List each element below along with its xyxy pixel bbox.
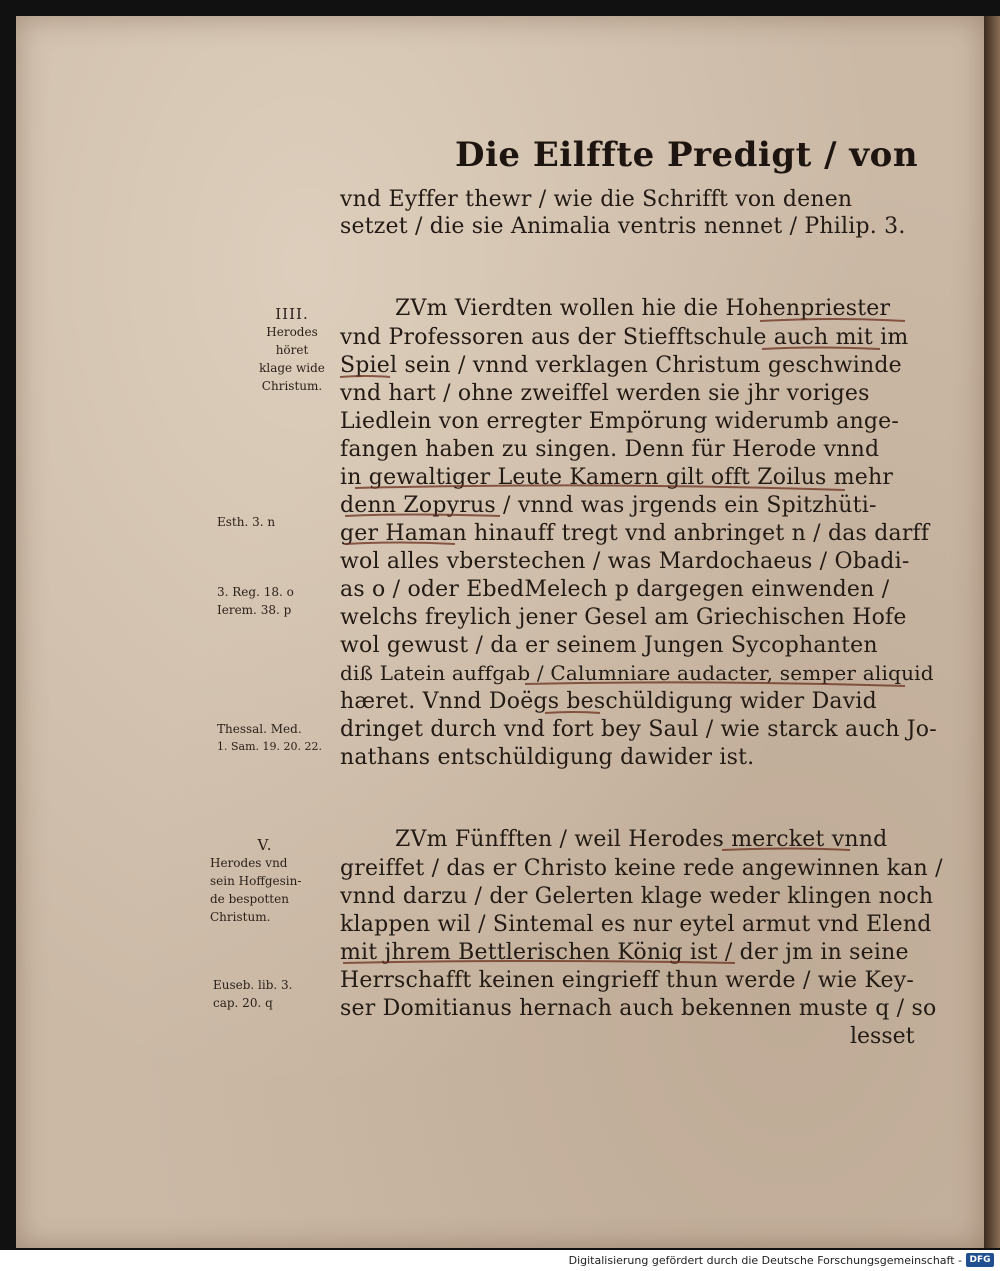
margin-note-line: Thessal. Med. [217,722,302,736]
margin-note-line: Ierem. 38. p [217,603,292,617]
body-line: fangen haben zu singen. Denn für Herode vnnd [340,437,880,462]
body-line: ger Haman hinauff tregt vnd anbringet n / das darff [340,521,930,546]
margin-note-line: Herodes vnd [210,856,288,870]
margin-note-line: Christum. [210,910,271,924]
body-line: vnd hart / ohne zweiffel werden sie jhr voriges [340,381,870,406]
margin-ref-esth: Esth. 3. n [217,515,276,529]
body-line: nathans entschüldigung dawider ist. [340,745,755,770]
margin-note-v [210,836,320,926]
margin-ref-reg [217,583,294,619]
body-line: welchs freylich jener Gesel am Griechischen Hofe [340,605,907,630]
catchword: lesset [850,1024,915,1049]
body-line: ZVm Vierdten wollen hie die Hohenpriester [395,296,891,321]
body-line: ZVm Fünfften / weil Herodes mercket vnnd [395,827,888,852]
margin-note-line: de bespotten [210,892,289,906]
margin-note-line: 3. Reg. 18. o [217,585,294,599]
margin-note-line: cap. 20. q [213,996,273,1010]
body-line: greiffet / das er Christo keine rede angewinnen kan / [340,856,943,881]
body-line: vnnd darzu / der Gelerten klage weder klingen noch [340,884,934,909]
body-line: wol alles vberstechen / was Mardochaeus / Obadi- [340,549,910,574]
body-line: dringet durch vnd fort bey Saul / wie starck auch Jo- [340,717,937,742]
body-line: setzet / die sie Animalia ventris nennet / Philip. 3. [340,214,906,239]
margin-numeral: V. [257,836,273,854]
dfg-logo: DFG [966,1253,994,1267]
body-line: as o / oder EbedMelech p dargegen einwenden / [340,577,890,602]
body-line: vnd Eyffer thewr / wie die Schrifft von denen [340,187,853,212]
body-line: vnd Professoren aus der Stiefftschule auch mit im [340,325,909,350]
margin-note-line: Christum. [261,379,323,393]
footer-credit: Digitalisierung gefördert durch die Deutsche Forschungsgemeinschaft - [568,1254,962,1267]
margin-note-line: klage wide [259,361,325,375]
margin-note-iiii [252,305,332,395]
margin-numeral: IIII. [275,305,309,323]
digitization-footer [0,1250,1000,1271]
margin-note-line: Herodes höret [266,325,318,357]
body-line: Herrschafft keinen eingrieff thun werde / wie Key- [340,968,914,993]
margin-note-line: Euseb. lib. 3. [213,978,293,992]
margin-note-line: 1. Sam. 19. 20. 22. [217,740,322,753]
body-line: ser Domitianus hernach auch bekennen muste q / so [340,996,937,1021]
body-line: Spiel sein / vnnd verklagen Christum geschwinde [340,353,902,378]
body-line: mit jhrem Bettlerischen König ist / der jm in seine [340,940,909,965]
body-line: wol gewust / da er seinem Jungen Sycophanten [340,633,878,658]
page-heading: Die Eilffte Predigt / von [455,135,919,175]
body-line: denn Zopyrus / vnnd was jrgends ein Spitzhüti- [340,493,877,518]
body-line: klappen wil / Sintemal es nur eytel armut vnd Elend [340,912,932,937]
body-line: in gewaltiger Leute Kamern gilt offt Zoilus mehr [340,465,894,490]
body-line: Liedlein von erregter Empörung widerumb ange- [340,409,899,434]
body-line: hæret. Vnnd Doëgs beschüldigung wider David [340,689,877,714]
margin-note-line: sein Hoffgesin- [210,874,302,888]
body-line: diß Latein auffgab / Calumniare audacter, semper aliquid [340,661,934,685]
margin-ref-euseb [213,976,293,1012]
margin-ref-thessal [217,720,322,756]
